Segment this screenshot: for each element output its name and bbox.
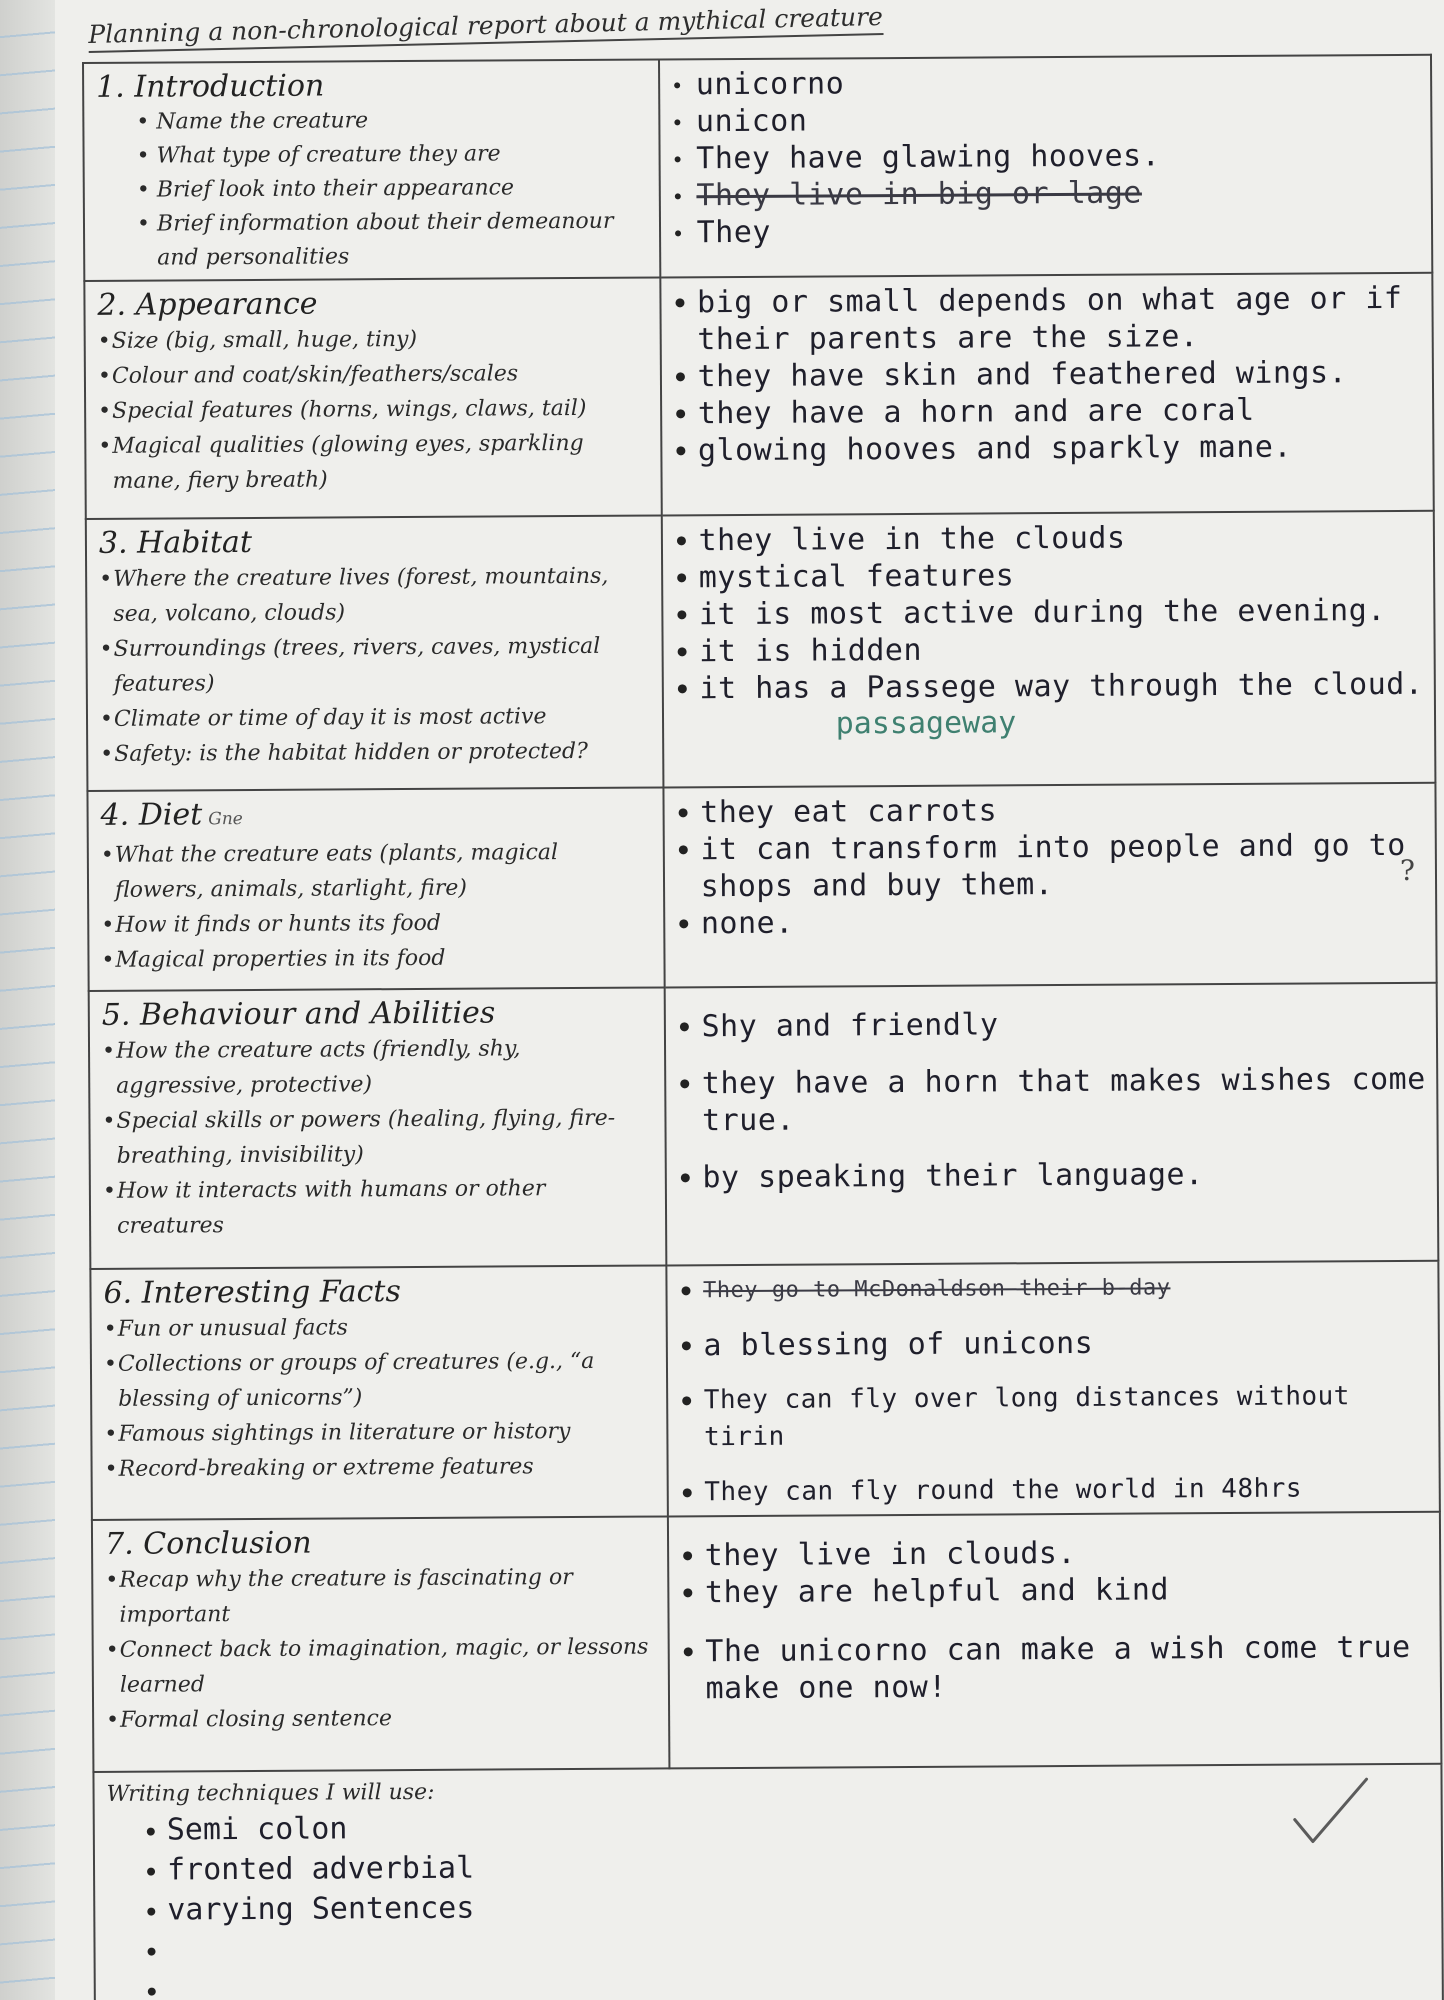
prompt-item: • Collections or groups of creatures (e.g., “a blessing of unicorns”)	[104, 1344, 656, 1417]
prompt-cell	[86, 515, 663, 791]
note-list	[674, 518, 1424, 708]
prompt-item: • Special skills or powers (healing, flying, fire-breathing, invisibility)	[102, 1101, 654, 1174]
prompt-item: • Magical properties in its food	[101, 940, 653, 978]
prompt-item: • Climate or time of day it is most active	[100, 699, 652, 737]
note-item: unicon	[672, 99, 1421, 141]
prompt-item: • Magical qualities (glowing eyes, sparkling mane, fiery breath)	[98, 426, 650, 499]
section-heading: 6. Interesting Facts	[103, 1274, 401, 1311]
note-item-crossed-out: They go to McDonaldson their b-day	[679, 1268, 1428, 1310]
prompt-item: • Brief look into their appearance	[97, 171, 649, 208]
note-item: they eat carrots	[676, 790, 1425, 832]
prompt-item: • Name the creature	[96, 103, 648, 140]
section-row-diet	[87, 783, 1436, 991]
prompt-item: • Fun or unusual facts	[104, 1309, 656, 1347]
note-item: Shy and friendly	[677, 1004, 1426, 1046]
note-item: They have glawing hooves.	[672, 136, 1421, 178]
section-row-conclusion	[92, 1512, 1442, 1772]
prompt-list	[101, 835, 653, 978]
planning-table	[82, 54, 1444, 2000]
prompt-item: • Special features (horns, wings, claws, tail)	[98, 391, 650, 429]
note-item: none.	[677, 901, 1426, 943]
handwritten-notes-cell	[664, 983, 1438, 1266]
techniques-list	[107, 1803, 1432, 2000]
note-item: big or small depends on what age or if their parents are the size.	[673, 280, 1422, 359]
prompt-item: • Formal closing sentence	[106, 1700, 658, 1738]
teacher-correction: passageway	[835, 705, 1017, 742]
prompt-item: • What type of creature they are	[96, 137, 648, 174]
prompt-item: • How the creature acts (friendly, shy, aggressive, protective)	[102, 1031, 654, 1104]
techniques-cell	[93, 1764, 1442, 2000]
note-item: They can fly over long distances without tirin	[680, 1378, 1429, 1457]
heading-scribble: Gne	[208, 809, 243, 830]
note-item: they have skin and feathered wings.	[673, 354, 1422, 396]
prompt-item: • Where the creature lives (forest, mountains, sea, volcano, clouds)	[99, 559, 651, 632]
prompt-list	[99, 559, 652, 772]
section-row-habitat	[86, 511, 1436, 791]
prompt-item: • How it interacts with humans or other creatures	[103, 1171, 655, 1244]
handwritten-notes-cell	[663, 783, 1437, 988]
note-item: they have a horn and are coral	[674, 391, 1423, 433]
note-list	[681, 1519, 1431, 1708]
technique-item: Semi colon	[147, 1803, 1431, 1851]
note-item: unicorno	[672, 62, 1421, 104]
teacher-tick-icon	[1290, 1775, 1370, 1845]
note-item: it can transform into people and go to shops and buy them.	[676, 827, 1425, 906]
handwritten-notes-cell	[661, 511, 1435, 788]
techniques-heading: Writing techniques I will use:	[106, 1779, 435, 1807]
note-item: it is most active during the evening.	[675, 592, 1424, 634]
prompt-item: • How it finds or hunts its food	[101, 905, 653, 943]
prompt-item: • Surroundings (trees, rivers, caves, mystical features)	[99, 629, 651, 702]
handwritten-notes-cell	[659, 55, 1433, 278]
prompt-list	[96, 103, 649, 276]
prompt-item: • Colour and coat/skin/feathers/scales	[98, 356, 650, 394]
note-list	[677, 990, 1427, 1197]
section-heading: 4. Diet	[100, 797, 203, 833]
section-heading: 5. Behaviour and Abilities	[101, 995, 496, 1033]
section-row-introduction	[83, 55, 1432, 281]
prompt-item: • Connect back to imagination, magic, or lessons learned	[106, 1630, 658, 1703]
section-heading: 3. Habitat	[98, 524, 253, 561]
note-item: it has a Passege way through the cloud.	[675, 666, 1424, 708]
note-item: They can fly round the world in 48hrs	[680, 1470, 1429, 1512]
prompt-cell	[87, 787, 664, 991]
prompt-item: • Record-breaking or extreme features	[104, 1449, 656, 1487]
notebook-lines	[0, 0, 60, 2000]
note-item: they live in clouds.	[681, 1533, 1430, 1575]
handwritten-notes-cell	[666, 1261, 1440, 1517]
prompt-cell	[90, 1265, 667, 1520]
note-item: they have a horn that makes wishes come true.	[678, 1061, 1427, 1140]
prompt-cell	[84, 277, 661, 519]
prompt-cell	[89, 987, 666, 1269]
page-title: Planning a non-chronological report about a mythical creature	[88, 2, 883, 53]
note-item: a blessing of unicons	[679, 1323, 1428, 1365]
section-heading: 1. Introduction	[96, 68, 325, 105]
note-item: they are helpful and kind	[681, 1570, 1430, 1612]
section-heading-wrap	[100, 795, 652, 838]
section-row-appearance	[84, 273, 1433, 519]
techniques-row	[93, 1764, 1442, 2000]
section-heading: 2. Appearance	[97, 286, 318, 323]
prompt-item: • What the creature eats (plants, magical flowers, animals, starlight, fire)	[101, 835, 653, 908]
note-item: glowing hooves and sparkly mane.	[674, 428, 1423, 470]
handwritten-notes-cell	[668, 1512, 1442, 1769]
note-item: it is hidden	[675, 629, 1424, 671]
section-row-facts	[90, 1261, 1440, 1520]
prompt-item: • Safety: is the habitat hidden or protected?	[100, 734, 652, 772]
technique-item: fronted adverbial	[147, 1843, 1431, 1891]
note-list	[673, 280, 1423, 470]
note-item-crossed-out: They live in big or lage	[672, 173, 1421, 215]
note-item: They	[673, 210, 1422, 252]
technique-item: varying Sentences	[147, 1883, 1431, 1931]
prompt-list	[105, 1560, 658, 1738]
prompt-cell	[92, 1516, 669, 1772]
section-heading: 7. Conclusion	[104, 1525, 312, 1562]
note-item: The unicorno can make a wish come true make one now!	[681, 1629, 1430, 1708]
prompt-list	[102, 1031, 655, 1244]
prompt-list	[104, 1309, 657, 1487]
note-item: they live in the clouds	[674, 518, 1423, 560]
handwritten-notes-cell	[660, 273, 1434, 516]
question-mark: ?	[1399, 853, 1416, 887]
prompt-item: • Brief information about their demeanour and personalities	[97, 205, 649, 276]
prompt-item: • Recap why the creature is fascinating or important	[105, 1560, 657, 1633]
section-row-behaviour	[89, 983, 1439, 1269]
note-list	[679, 1268, 1429, 1512]
note-item: by speaking their language.	[678, 1155, 1427, 1197]
note-list	[676, 790, 1425, 943]
prompt-item: • Famous sightings in literature or history	[104, 1414, 656, 1452]
note-item: mystical features	[675, 555, 1424, 597]
prompt-list	[98, 321, 651, 499]
prompt-item: • Size (big, small, huge, tiny)	[98, 321, 650, 359]
prompt-cell	[83, 59, 660, 281]
note-list	[672, 62, 1422, 252]
